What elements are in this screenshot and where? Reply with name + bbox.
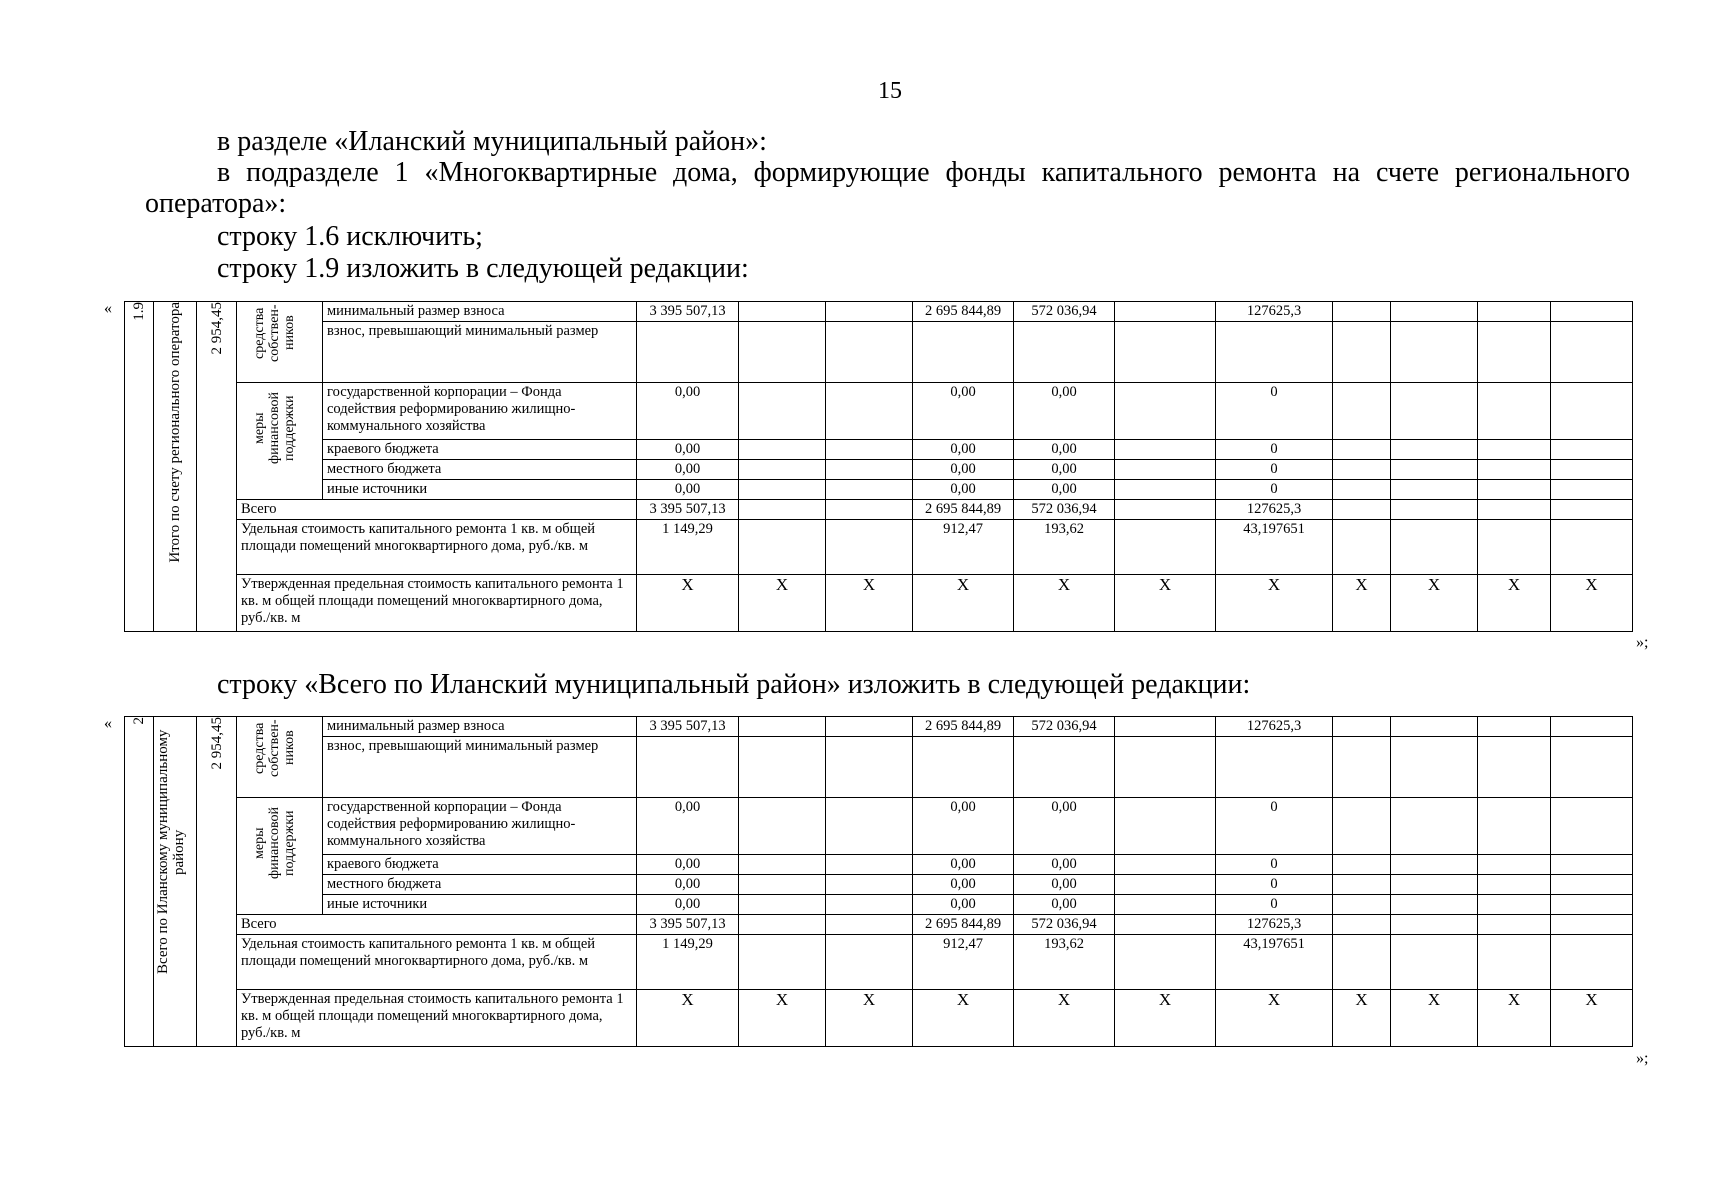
- area-cell: 2 954,45: [197, 302, 237, 632]
- value-cell: 572 036,94: [1014, 302, 1115, 322]
- x-mark: X: [826, 575, 913, 632]
- x-mark: X: [1014, 575, 1115, 632]
- x-mark: X: [913, 990, 1014, 1047]
- x-mark: X: [739, 990, 826, 1047]
- open-quote-2: «: [104, 715, 112, 732]
- value-cell: 572 036,94: [1014, 717, 1115, 737]
- value-cell: 0,00: [637, 798, 739, 855]
- regional-budget-label: краевого бюджета: [323, 855, 637, 875]
- table-total-row: [124, 716, 1633, 1047]
- other-sources-label: иные источники: [323, 895, 637, 915]
- value-cell: 0,00: [913, 798, 1014, 855]
- x-mark: X: [1478, 990, 1551, 1047]
- value-cell: 0,00: [913, 855, 1014, 875]
- x-mark: X: [1115, 990, 1216, 1047]
- value-cell: 0: [1216, 383, 1333, 440]
- owners-funds-label: средства собствен-ников: [237, 717, 323, 798]
- value-cell: 0,00: [637, 895, 739, 915]
- x-mark: X: [1478, 575, 1551, 632]
- paragraph-section: в разделе «Иланский муниципальный район»:: [217, 126, 767, 157]
- value-cell: 572 036,94: [1014, 500, 1115, 520]
- max-cost-label: Утвержденная предельная стоимость капитального ремонта 1 кв. м общей площади помещений многоквартирного дома, руб./кв. м: [237, 575, 637, 632]
- value-cell: 0,00: [913, 875, 1014, 895]
- value-cell: 193,62: [1014, 520, 1115, 575]
- value-cell: 2 695 844,89: [913, 302, 1014, 322]
- value-cell: 43,197651: [1216, 520, 1333, 575]
- page-number: 15: [878, 78, 902, 104]
- paragraph-total-row: строку «Всего по Иланский муниципальный район» изложить в следующей редакции:: [217, 669, 1251, 700]
- state-corp-label: государственной корпорации – Фонда содействия реформированию жилищно-коммунального хозяйства: [323, 383, 637, 440]
- max-cost-label: Утвержденная предельная стоимость капитального ремонта 1 кв. м общей площади помещений многоквартирного дома, руб./кв. м: [237, 990, 637, 1047]
- open-quote-1: «: [104, 300, 112, 317]
- value-cell: 2 695 844,89: [913, 915, 1014, 935]
- x-mark: X: [1391, 990, 1478, 1047]
- value-cell: 0,00: [1014, 440, 1115, 460]
- table-row-1-9: [124, 301, 1633, 632]
- value-cell: 0: [1216, 895, 1333, 915]
- close-quote-2: »;: [1636, 1050, 1649, 1067]
- x-mark: X: [826, 990, 913, 1047]
- row-number-cell: 1.9: [125, 302, 154, 632]
- value-cell: 0,00: [637, 440, 739, 460]
- row-number-cell: 2: [125, 717, 154, 1047]
- value-cell: 1 149,29: [637, 520, 739, 575]
- min-fee-label: минимальный размер взноса: [323, 302, 637, 322]
- value-cell: 0,00: [1014, 383, 1115, 440]
- x-mark: X: [1551, 990, 1633, 1047]
- value-cell: 0,00: [637, 460, 739, 480]
- x-mark: X: [1216, 990, 1333, 1047]
- value-cell: 0: [1216, 798, 1333, 855]
- value-cell: 2 695 844,89: [913, 717, 1014, 737]
- value-cell: 0,00: [913, 460, 1014, 480]
- value-cell: 127625,3: [1216, 915, 1333, 935]
- value-cell: 193,62: [1014, 935, 1115, 990]
- x-mark: X: [1333, 575, 1391, 632]
- value-cell: 912,47: [913, 935, 1014, 990]
- value-cell: 0,00: [1014, 875, 1115, 895]
- x-mark: X: [1551, 575, 1633, 632]
- paragraph-exclude-row: строку 1.6 исключить;: [217, 221, 483, 252]
- value-cell: 0,00: [913, 383, 1014, 440]
- x-mark: X: [1216, 575, 1333, 632]
- area-cell: 2 954,45: [197, 717, 237, 1047]
- close-quote-1: »;: [1636, 634, 1649, 651]
- x-mark: X: [637, 575, 739, 632]
- total-label: Всего: [237, 500, 637, 520]
- regional-budget-label: краевого бюджета: [323, 440, 637, 460]
- x-mark: X: [637, 990, 739, 1047]
- excess-fee-label: взнос, превышающий минимальный размер: [323, 737, 637, 798]
- value-cell: 0,00: [913, 440, 1014, 460]
- local-budget-label: местного бюджета: [323, 875, 637, 895]
- value-cell: 0: [1216, 855, 1333, 875]
- value-cell: 0: [1216, 460, 1333, 480]
- fin-support-label: меры финансовой поддержки: [237, 798, 323, 915]
- value-cell: 127625,3: [1216, 302, 1333, 322]
- value-cell: 912,47: [913, 520, 1014, 575]
- value-cell: 127625,3: [1216, 717, 1333, 737]
- value-cell: 0,00: [637, 383, 739, 440]
- x-mark: X: [739, 575, 826, 632]
- x-mark: X: [1391, 575, 1478, 632]
- value-cell: 0,00: [913, 895, 1014, 915]
- x-mark: X: [1333, 990, 1391, 1047]
- value-cell: 572 036,94: [1014, 915, 1115, 935]
- value-cell: 0,00: [913, 480, 1014, 500]
- row-name-cell: Всего по Иланскому муниципальному району: [154, 717, 197, 1047]
- value-cell: 0,00: [1014, 855, 1115, 875]
- value-cell: 0,00: [1014, 460, 1115, 480]
- value-cell: 0,00: [637, 855, 739, 875]
- x-mark: X: [913, 575, 1014, 632]
- paragraph-subsection: в подразделе 1 «Многоквартирные дома, формирующие фонды капитального ремонта на счете регионального оператора»:: [145, 157, 1630, 219]
- unit-cost-label: Удельная стоимость капитального ремонта 1 кв. м общей площади помещений многоквартирного дома, руб./кв. м: [237, 520, 637, 575]
- x-mark: X: [1014, 990, 1115, 1047]
- value-cell: 3 395 507,13: [637, 500, 739, 520]
- value-cell: 1 149,29: [637, 935, 739, 990]
- owners-funds-label: средства собствен-ников: [237, 302, 323, 383]
- value-cell: 0: [1216, 440, 1333, 460]
- state-corp-label: государственной корпорации – Фонда содействия реформированию жилищно-коммунального хозяйства: [323, 798, 637, 855]
- local-budget-label: местного бюджета: [323, 460, 637, 480]
- value-cell: 127625,3: [1216, 500, 1333, 520]
- row-name-cell: Итого по счету регионального оператора: [154, 302, 197, 632]
- unit-cost-label: Удельная стоимость капитального ремонта 1 кв. м общей площади помещений многоквартирного дома, руб./кв. м: [237, 935, 637, 990]
- value-cell: 43,197651: [1216, 935, 1333, 990]
- total-label: Всего: [237, 915, 637, 935]
- fin-support-label: меры финансовой поддержки: [237, 383, 323, 500]
- x-mark: X: [1115, 575, 1216, 632]
- value-cell: 0: [1216, 875, 1333, 895]
- paragraph-row-1-9: строку 1.9 изложить в следующей редакции:: [217, 253, 749, 284]
- value-cell: 3 395 507,13: [637, 915, 739, 935]
- value-cell: 3 395 507,13: [637, 302, 739, 322]
- value-cell: 0,00: [637, 480, 739, 500]
- value-cell: 0,00: [1014, 895, 1115, 915]
- value-cell: 2 695 844,89: [913, 500, 1014, 520]
- other-sources-label: иные источники: [323, 480, 637, 500]
- value-cell: 0: [1216, 480, 1333, 500]
- value-cell: 0,00: [1014, 480, 1115, 500]
- min-fee-label: минимальный размер взноса: [323, 717, 637, 737]
- excess-fee-label: взнос, превышающий минимальный размер: [323, 322, 637, 383]
- value-cell: 3 395 507,13: [637, 717, 739, 737]
- value-cell: 0,00: [637, 875, 739, 895]
- value-cell: 0,00: [1014, 798, 1115, 855]
